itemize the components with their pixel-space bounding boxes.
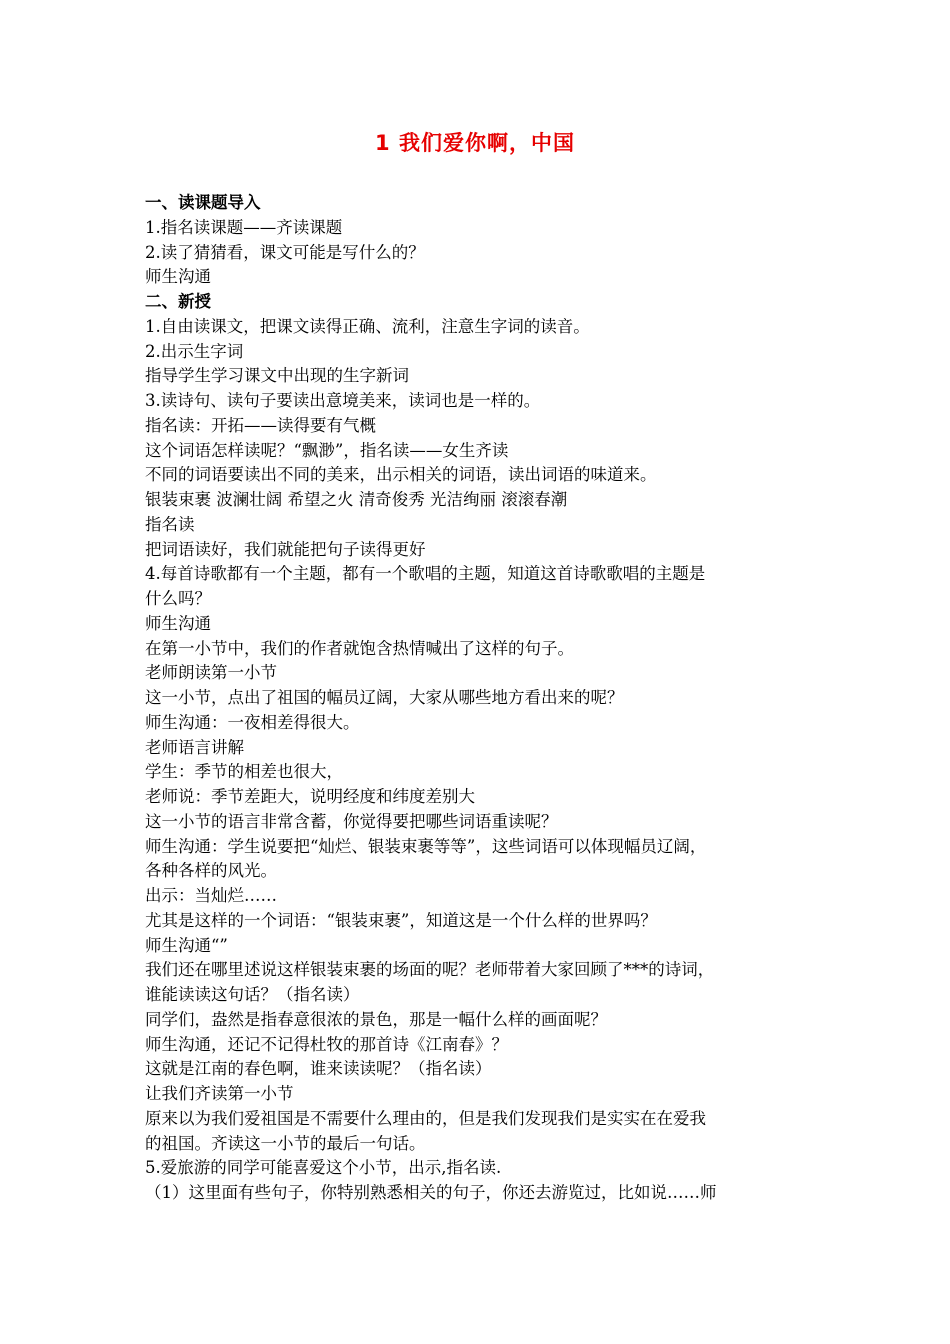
text-line: 不同的词语要读出不同的美来，出示相关的词语，读出词语的味道来。 — [145, 465, 657, 485]
text-line: 什么吗？ — [145, 589, 211, 608]
text-line: 谁能读读这句话？（指名读） — [145, 985, 360, 1004]
text-line: 指导学生学习课文中出现的生字新词 — [145, 366, 409, 386]
text-line: 把词语读好，我们就能把句子读得更好 — [145, 539, 426, 559]
text-line: 2.出示生字词 — [145, 341, 244, 361]
text-line: 这一小节的语言非常含蓄，你觉得要把哪些词语重读呢？ — [145, 811, 558, 831]
text-line: 师生沟通 — [145, 613, 211, 633]
text-line: 在第一小节中，我们的作者就饱含热情喊出了这样的句子。 — [145, 638, 574, 658]
text-line: 的祖国。齐读这一小节的最后一句话。 — [145, 1133, 426, 1153]
text-line: 这就是江南的春色啊，谁来读读呢？（指名读） — [145, 1059, 492, 1079]
text-line: 师生沟通“” — [145, 935, 228, 955]
text-line: 学生：季节的相差也很大， — [145, 762, 343, 782]
text-line: 这个词语怎样读呢？“飘渺”，指名读——女生齐读 — [145, 440, 509, 460]
section-heading: 一、读课题导入 — [145, 193, 261, 212]
text-line: 老师语言讲解 — [145, 737, 244, 757]
text-line: 出示：当灿烂…… — [145, 886, 277, 905]
document-body — [145, 191, 825, 1206]
page-title: 1 我们爱你啊，中国 — [375, 131, 575, 155]
text-line: 各种各样的风光。 — [145, 861, 277, 881]
text-line: 原来以为我们爱祖国是不需要什么理由的，但是我们发现我们是实实在在爱我 — [145, 1108, 706, 1128]
text-line: 3.读诗句、读句子要读出意境美来，读词也是一样的。 — [145, 391, 541, 410]
text-line: 我们还在哪里述说这样银装束裹的场面的呢？老师带着大家回顾了***的诗词， — [145, 960, 715, 980]
text-line: 1.指名读课题——齐读课题 — [145, 217, 343, 237]
text-line: 老师朗读第一小节 — [145, 663, 277, 683]
text-line: 师生沟通：学生说要把“灿烂、银装束裹等等”，这些词语可以体现幅员辽阔， — [145, 836, 707, 856]
text-line: 4.每首诗歌都有一个主题，都有一个歌唱的主题，知道这首诗歌歌唱的主题是 — [145, 564, 706, 584]
text-line: 这一小节，点出了祖国的幅员辽阔，大家从哪些地方看出来的呢？ — [145, 688, 624, 707]
text-line: 2.读了猜猜看，课文可能是写什么的？ — [145, 242, 425, 262]
text-line: 老师说：季节差距大，说明经度和纬度差别大 — [145, 787, 475, 806]
text-line: 师生沟通，还记不记得杜牧的那首诗《江南春》？ — [145, 1034, 508, 1054]
text-line: 师生沟通 — [145, 267, 211, 287]
text-line: 师生沟通：一夜相差得很大。 — [145, 712, 360, 732]
text-line: （1）这里面有些句子，你特别熟悉相关的句子，你还去游览过，比如说……师 — [145, 1183, 717, 1202]
text-line: 让我们齐读第一小节 — [145, 1084, 294, 1103]
text-line: 尤其是这样的一个词语：“银装束裹”，知道这是一个什么样的世界吗？ — [145, 910, 657, 930]
text-line: 1.自由读课文，把课文读得正确、流利，注意生字词的读音。 — [145, 316, 590, 336]
text-line: 同学们，盎然是指春意很浓的景色，那是一幅什么样的画面呢？ — [145, 1009, 607, 1029]
text-line: 指名读 — [145, 514, 195, 534]
text-line: 5.爱旅游的同学可能喜爱这个小节，出示,指名读. — [145, 1158, 502, 1178]
text-line: 银装束裹 波澜壮阔 希望之火 清奇俊秀 光洁绚丽 滚滚春潮 — [145, 490, 568, 509]
section-heading: 二、新授 — [145, 292, 211, 311]
text-line: 指名读：开拓——读得要有气概 — [145, 415, 376, 435]
